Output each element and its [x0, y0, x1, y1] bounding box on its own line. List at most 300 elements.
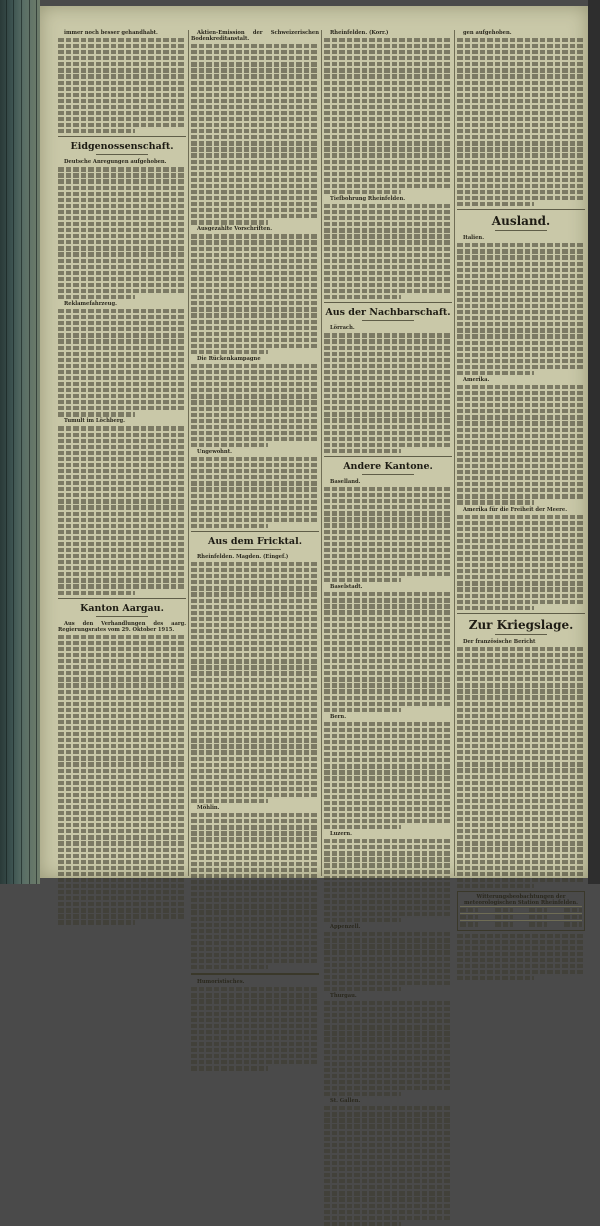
- text-line: [191, 364, 319, 368]
- article-lead: Baselland.: [330, 479, 361, 486]
- text-line: [191, 959, 319, 963]
- text-line: [191, 599, 319, 603]
- text-line: [457, 677, 585, 681]
- text-line: [191, 394, 319, 398]
- text-line: [191, 50, 319, 54]
- section-divider: [191, 531, 319, 532]
- text-line: [58, 591, 135, 595]
- text-line: [191, 220, 268, 224]
- text-line: [58, 560, 186, 564]
- text-line: [457, 147, 585, 151]
- article-paragraph: [191, 30, 319, 225]
- text-line: [191, 388, 319, 392]
- text-line: [324, 1149, 452, 1153]
- text-line: [191, 1030, 319, 1034]
- text-line: [324, 1031, 452, 1035]
- text-line: [457, 860, 585, 864]
- text-line: [191, 313, 319, 317]
- text-line: [324, 493, 452, 497]
- text-line: [191, 738, 319, 742]
- text-line: [191, 611, 319, 615]
- article-paragraph: [324, 479, 452, 582]
- text-line: [324, 629, 452, 633]
- text-line: [58, 81, 186, 85]
- text-line: [191, 338, 319, 342]
- text-line: [191, 344, 319, 348]
- text-line: [324, 394, 452, 398]
- text-line: [324, 172, 452, 176]
- text-line: [191, 898, 319, 902]
- text-line: [191, 81, 319, 85]
- text-line: [457, 878, 585, 882]
- text-line: [457, 74, 585, 78]
- text-line: [191, 481, 319, 485]
- text-line: [457, 172, 585, 176]
- text-line: [457, 575, 585, 579]
- text-line: [191, 172, 319, 176]
- text-line: [58, 536, 186, 540]
- article-paragraph: [457, 235, 585, 375]
- text-line: [191, 332, 319, 336]
- text-line: [457, 793, 585, 797]
- text-line: [58, 38, 186, 42]
- text-line: [457, 304, 585, 308]
- text-line: [191, 750, 319, 754]
- text-line: [324, 807, 452, 811]
- text-line: [324, 894, 452, 898]
- text-line: [324, 635, 452, 639]
- text-line: [58, 192, 186, 196]
- text-line: [58, 339, 186, 343]
- text-line: [457, 255, 585, 259]
- text-line: [324, 346, 452, 350]
- text-line: [324, 870, 452, 874]
- text-line: [58, 799, 186, 803]
- article-paragraph: [58, 159, 186, 299]
- text-line: [58, 548, 186, 552]
- text-line: [324, 783, 452, 787]
- text-line: [58, 829, 186, 833]
- text-line: [324, 770, 452, 774]
- text-line: [324, 845, 452, 849]
- text-line: [58, 690, 186, 694]
- text-line: [58, 283, 186, 287]
- text-line: [457, 334, 585, 338]
- text-line: [324, 647, 452, 651]
- text-line: [324, 801, 452, 805]
- text-line: [191, 494, 319, 498]
- text-line: [58, 781, 186, 785]
- text-line: [324, 536, 452, 540]
- text-line: [457, 488, 585, 492]
- text-line: [324, 825, 401, 829]
- text-line: [324, 671, 452, 675]
- text-line: [191, 910, 319, 914]
- text-line: [324, 560, 452, 564]
- text-line: [324, 166, 452, 170]
- article-lead: Bern.: [330, 713, 346, 720]
- article-lead: Italien.: [463, 235, 485, 242]
- column-2: [191, 30, 319, 986]
- text-line: [191, 837, 319, 841]
- text-line: [457, 196, 585, 200]
- text-line: [324, 141, 452, 145]
- text-line: [324, 87, 452, 91]
- text-line: [324, 1216, 452, 1220]
- text-line: [191, 253, 319, 257]
- text-line: [191, 99, 319, 103]
- page-edge-shadow: [588, 0, 600, 884]
- section-headline: Andere Kantone.: [343, 461, 433, 473]
- text-line: [191, 653, 319, 657]
- section-divider: [58, 136, 186, 137]
- text-line: [58, 240, 186, 244]
- article-lead: gen aufgehoben.: [463, 30, 512, 36]
- text-line: [324, 578, 401, 582]
- article-lead: Amerika.: [463, 376, 490, 383]
- text-line: [457, 708, 585, 712]
- text-line: [58, 412, 135, 416]
- text-line: [58, 277, 186, 281]
- text-line: [324, 135, 452, 139]
- text-line: [457, 347, 585, 351]
- text-line: [457, 141, 585, 145]
- section-headline: Eidgenossenschaft.: [70, 141, 174, 153]
- text-line: [191, 1042, 319, 1046]
- text-line: [324, 184, 452, 188]
- article-paragraph: [191, 554, 319, 803]
- article-paragraph: [324, 196, 452, 299]
- text-line: [324, 210, 452, 214]
- text-line: [58, 671, 186, 675]
- text-line: [457, 190, 585, 194]
- text-line: [457, 129, 585, 133]
- text-line: [324, 147, 452, 151]
- section-headline: Aus der Nachbarschaft.: [325, 307, 451, 319]
- text-line: [324, 271, 452, 275]
- text-line: [191, 868, 319, 872]
- text-line: [58, 228, 186, 232]
- text-line: [457, 286, 585, 290]
- text-line: [324, 382, 452, 386]
- column-rule: [454, 30, 455, 876]
- text-line: [324, 358, 452, 362]
- text-line: [191, 671, 319, 675]
- text-line: [324, 222, 452, 226]
- text-line: [324, 623, 452, 627]
- text-line: [58, 129, 135, 133]
- text-line: [457, 280, 585, 284]
- text-line: [191, 831, 319, 835]
- text-line: [457, 847, 585, 851]
- text-line: [191, 586, 319, 590]
- text-line: [191, 732, 319, 736]
- column-4: [457, 30, 585, 907]
- text-line: [324, 81, 452, 85]
- text-line: [191, 289, 319, 293]
- text-line: [457, 515, 585, 519]
- text-line: [324, 746, 452, 750]
- article-lead: Appenzell.: [330, 924, 361, 931]
- text-line: [457, 720, 585, 724]
- text-line: [191, 413, 319, 417]
- text-line: [457, 762, 585, 766]
- text-line: [324, 418, 452, 422]
- text-line: [457, 606, 534, 610]
- text-line: [191, 214, 319, 218]
- text-line: [191, 147, 319, 151]
- text-line: [324, 1143, 452, 1147]
- article-lead: Reklamefahrzeug.: [64, 301, 117, 308]
- text-line: [324, 56, 452, 60]
- text-line: [58, 87, 186, 91]
- text-line: [191, 1060, 319, 1064]
- text-line: [191, 320, 319, 324]
- text-line: [58, 811, 186, 815]
- text-line: [58, 769, 186, 773]
- text-line: [191, 769, 319, 773]
- text-line: [58, 123, 186, 127]
- section-headline: Zur Kriegslage.: [468, 617, 574, 632]
- text-line: [457, 50, 585, 54]
- text-line: [191, 629, 319, 633]
- text-line: [191, 68, 319, 72]
- text-line: [191, 690, 319, 694]
- text-line: [191, 714, 319, 718]
- text-line: [58, 572, 186, 576]
- text-line: [457, 744, 585, 748]
- text-line: [324, 93, 452, 97]
- text-line: [324, 1204, 452, 1208]
- text-line: [457, 811, 585, 815]
- text-line: [58, 738, 186, 742]
- article-lead: Rheinfelden. Magden. (Eingef.): [197, 554, 289, 561]
- column-rule: [188, 30, 189, 876]
- text-line: [457, 671, 585, 675]
- text-line: [191, 425, 319, 429]
- text-line: [457, 428, 585, 432]
- text-line: [324, 900, 452, 904]
- book-binding: [0, 0, 40, 884]
- text-line: [58, 866, 186, 870]
- text-line: [191, 87, 319, 91]
- text-line: [457, 243, 585, 247]
- text-line: [457, 38, 585, 42]
- text-line: [58, 920, 135, 924]
- text-line: [457, 581, 585, 585]
- text-line: [457, 328, 585, 332]
- text-line: [58, 439, 186, 443]
- text-line: [191, 265, 319, 269]
- text-line: [58, 518, 186, 522]
- text-line: [324, 795, 452, 799]
- text-line: [191, 965, 268, 969]
- text-line: [324, 776, 452, 780]
- text-line: [191, 178, 319, 182]
- text-line: [324, 912, 452, 916]
- text-line: [457, 464, 585, 468]
- text-line: [324, 888, 452, 892]
- text-line: [324, 1007, 452, 1011]
- article-lead: Amerika für die Freiheit der Meere.: [463, 506, 568, 513]
- text-line: [191, 240, 319, 244]
- text-line: [324, 689, 452, 693]
- text-line: [324, 437, 452, 441]
- article-paragraph: [191, 979, 319, 1070]
- article-paragraph: [58, 418, 186, 594]
- text-line: [457, 872, 585, 876]
- text-line: [324, 734, 452, 738]
- section-headline: Aus dem Fricktal.: [208, 536, 302, 548]
- text-line: [324, 530, 452, 534]
- text-line: [191, 376, 319, 380]
- text-line: [191, 787, 319, 791]
- text-line: [58, 117, 186, 121]
- text-line: [58, 463, 186, 467]
- text-line: [58, 105, 186, 109]
- text-line: [457, 446, 585, 450]
- text-line: [191, 726, 319, 730]
- text-line: [58, 908, 186, 912]
- text-line: [457, 866, 585, 870]
- text-line: [324, 153, 452, 157]
- text-line: [191, 844, 319, 848]
- text-line: [191, 437, 319, 441]
- text-line: [191, 623, 319, 627]
- text-line: [191, 617, 319, 621]
- text-line: [58, 74, 186, 78]
- text-line: [191, 684, 319, 688]
- table-row: [460, 906, 582, 913]
- text-line: [191, 592, 319, 596]
- text-line: [58, 884, 186, 888]
- article-lead: Ungewohnt.: [197, 449, 232, 456]
- text-line: [58, 445, 186, 449]
- text-line: [457, 123, 585, 127]
- text-line: [324, 918, 401, 922]
- text-line: [191, 512, 319, 516]
- text-line: [58, 714, 186, 718]
- text-line: [324, 74, 452, 78]
- text-line: [58, 775, 186, 779]
- text-line: [191, 407, 319, 411]
- text-line: [191, 568, 319, 572]
- text-line: [324, 566, 452, 570]
- text-line: [457, 805, 585, 809]
- text-line: [324, 204, 452, 208]
- text-line: [324, 178, 452, 182]
- text-line: [58, 854, 186, 858]
- column-3: [324, 30, 452, 1105]
- text-line: [324, 702, 452, 706]
- text-line: [457, 732, 585, 736]
- text-line: [324, 240, 452, 244]
- newspaper-page: [40, 6, 588, 1105]
- text-line: [191, 271, 319, 275]
- text-line: [191, 202, 319, 206]
- article-lead: Thurgau.: [330, 993, 357, 1000]
- text-line: [191, 44, 319, 48]
- text-line: [324, 572, 452, 576]
- text-line: [324, 1137, 452, 1141]
- text-line: [191, 953, 319, 957]
- text-line: [191, 874, 319, 878]
- text-line: [324, 499, 452, 503]
- text-line: [191, 370, 319, 374]
- text-line: [457, 184, 585, 188]
- text-line: [191, 892, 319, 896]
- text-line: [58, 896, 186, 900]
- text-line: [324, 1167, 452, 1171]
- text-line: [324, 333, 452, 337]
- text-line: [58, 265, 186, 269]
- text-line: [191, 431, 319, 435]
- text-line: [58, 750, 186, 754]
- article-paragraph: [324, 30, 452, 194]
- article-lead: Deutsche Anregungen aufgehoben.: [64, 159, 167, 166]
- text-line: [457, 117, 585, 121]
- article-lead: Tiefbohrung Rheinfelden.: [330, 196, 406, 203]
- text-line: [324, 68, 452, 72]
- text-line: [324, 677, 452, 681]
- text-line: [58, 762, 186, 766]
- text-line: [324, 598, 452, 602]
- text-line: [457, 689, 585, 693]
- text-line: [58, 720, 186, 724]
- table-title: Witterungsbeobachtungen der meteorologischen Station Rheinfelden.: [464, 894, 578, 907]
- text-line: [191, 941, 319, 945]
- article-lead: Aktien-Emission der Schweizerischen Bodenkreditanstalt.: [191, 30, 319, 43]
- text-line: [324, 234, 452, 238]
- article-paragraph: [457, 30, 585, 206]
- text-line: [457, 316, 585, 320]
- text-line: [58, 584, 186, 588]
- text-line: [191, 880, 319, 884]
- text-line: [324, 789, 452, 793]
- text-line: [457, 533, 585, 537]
- text-line: [58, 696, 186, 700]
- text-line: [457, 964, 585, 968]
- text-line: [58, 683, 186, 687]
- text-line: [191, 1036, 319, 1040]
- article-paragraph: [324, 993, 452, 1096]
- text-line: [58, 252, 186, 256]
- text-line: [191, 62, 319, 66]
- article-paragraph: [58, 301, 186, 417]
- text-line: [191, 947, 319, 951]
- text-line: [457, 653, 585, 657]
- headline-underline: [362, 474, 413, 475]
- text-line: [324, 289, 452, 293]
- article-lead: Luzern.: [330, 831, 352, 838]
- text-line: [191, 702, 319, 706]
- text-line: [457, 665, 585, 669]
- text-line: [58, 756, 186, 760]
- text-line: [324, 449, 401, 453]
- text-line: [457, 135, 585, 139]
- text-line: [457, 600, 585, 604]
- text-line: [58, 358, 186, 362]
- text-line: [191, 117, 319, 121]
- text-line: [324, 443, 452, 447]
- text-line: [191, 93, 319, 97]
- text-line: [58, 400, 186, 404]
- text-line: [457, 268, 585, 272]
- text-line: [58, 346, 186, 350]
- text-line: [324, 511, 452, 515]
- text-line: [457, 695, 585, 699]
- text-line: [324, 216, 452, 220]
